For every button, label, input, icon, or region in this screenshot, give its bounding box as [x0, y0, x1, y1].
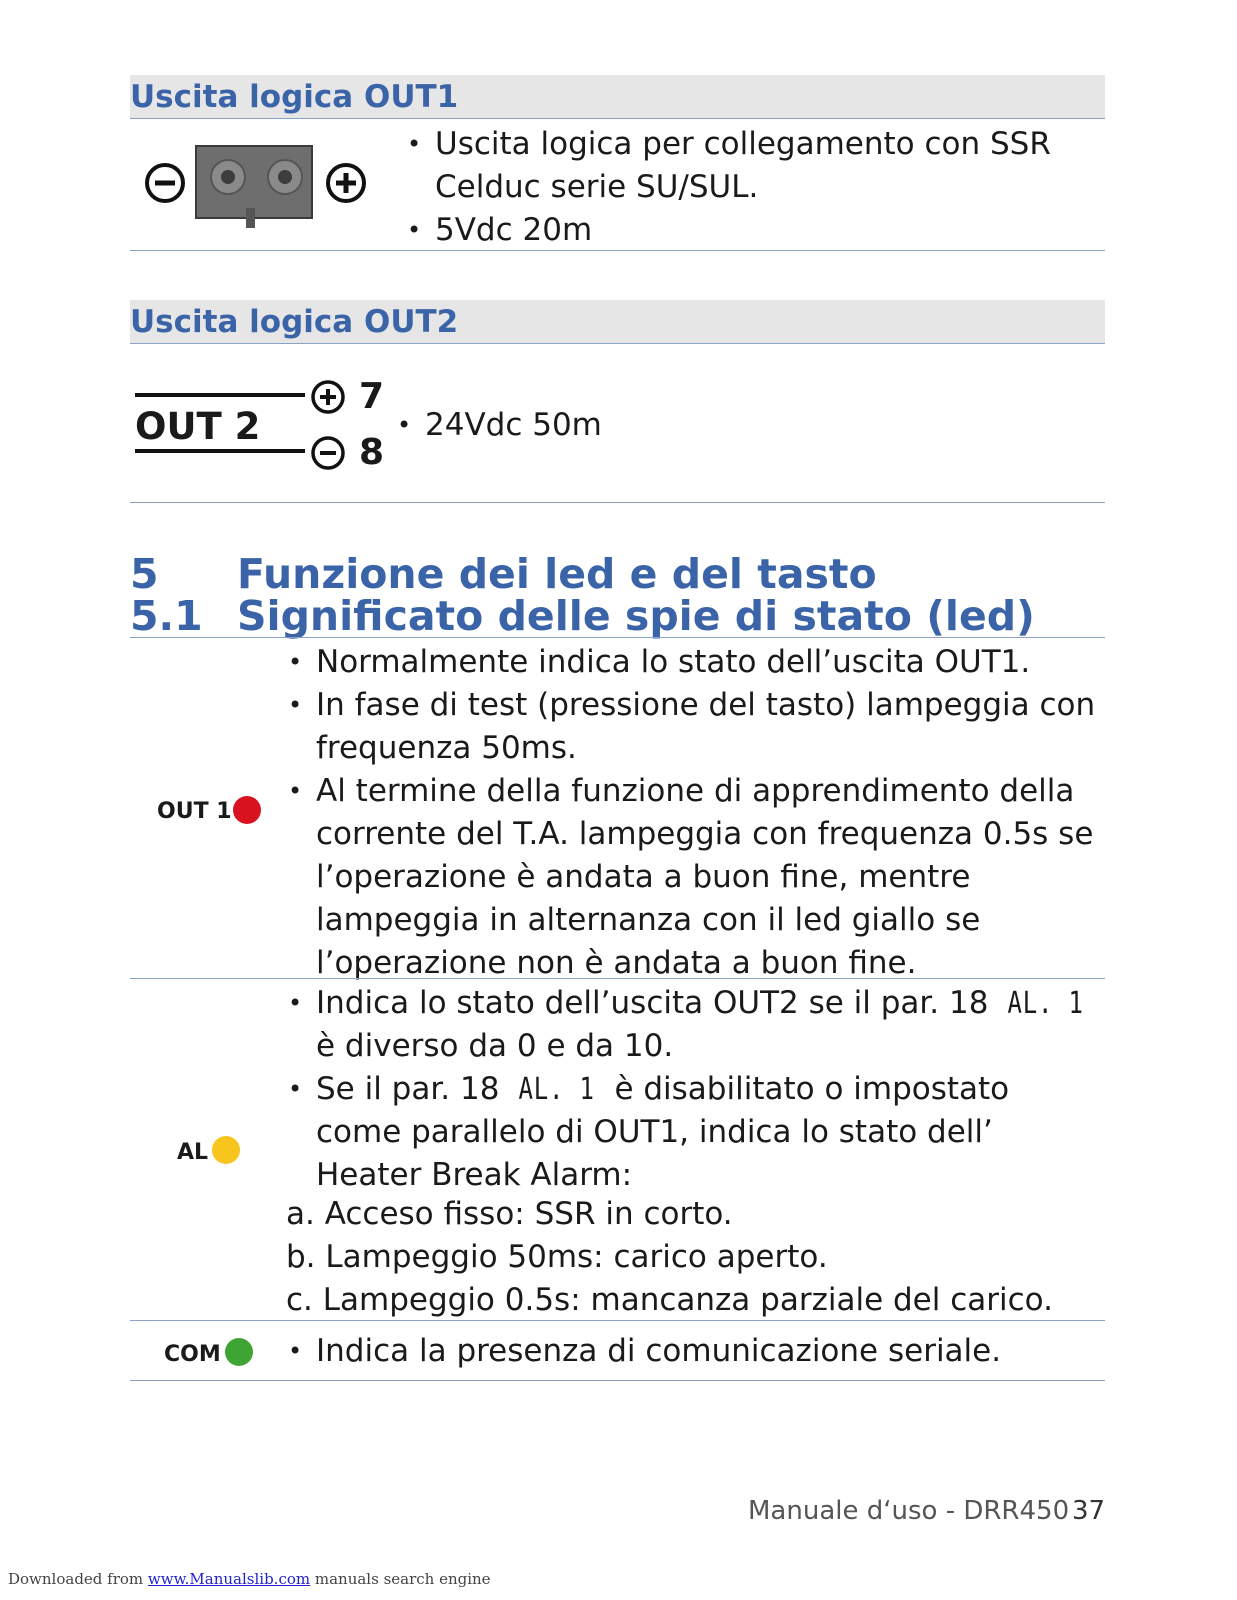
list-item: • Indica la presenza di comunicazione seriale.: [286, 1330, 1096, 1373]
display-code: AL. 1: [1007, 986, 1085, 1021]
out1-bullets: [405, 123, 1095, 252]
footer-manual: Manuale d‘uso - DRR450: [748, 1496, 1070, 1526]
led-green-icon: [225, 1338, 253, 1366]
minus-terminal-icon: [147, 165, 183, 201]
heading-number: 5: [130, 550, 159, 598]
section-title-out2: Uscita logica OUT2: [130, 304, 459, 340]
list-item: • Uscita logica per collegamento con SSR Celduc serie SU/SUL.: [405, 123, 1095, 209]
list-item: b. Lampeggio 50ms: carico aperto.: [286, 1239, 828, 1275]
divider: [130, 250, 1105, 251]
divider: [130, 1380, 1105, 1381]
connector-diagram-out1: [140, 140, 370, 230]
display-code: AL. 1: [518, 1072, 596, 1107]
list-item: • 24Vdc 50m: [395, 404, 995, 447]
terminal-number-plus: 7: [359, 376, 385, 417]
list-item: • Indica lo stato dell’uscita OUT2 se il par. 18 AL. 1 è diverso da 0 e da 10.: [286, 982, 1096, 1068]
divider: [130, 502, 1105, 503]
led-label-al: AL: [177, 1140, 209, 1165]
wire-bottom: [135, 449, 305, 453]
section-title-out1: Uscita logica OUT1: [130, 79, 459, 115]
out2-terminal-diagram: [135, 375, 395, 475]
led-label-com: COM: [164, 1342, 221, 1367]
led-red-icon: [233, 796, 261, 824]
subheading-number: 5.1: [130, 592, 203, 640]
led-label-out1: OUT 1: [157, 799, 232, 824]
list-item: • Se il par. 18 AL. 1 è disabilitato o impostato come parallelo di OUT1, indica lo stato dell’ Heater Break Alarm:: [286, 1068, 1096, 1197]
page-number: 37: [1072, 1496, 1106, 1526]
manualslib-link[interactable]: www.Manualslib.com: [147, 1570, 311, 1588]
al-led-bullets: [286, 982, 1096, 1197]
subheading-title: Significato delle spie di stato (led): [237, 592, 1035, 640]
terminal-number-minus: 8: [359, 432, 385, 473]
heading-title: Funzione dei led e del tasto: [237, 550, 877, 598]
terminal-block-icon: [196, 146, 312, 228]
plus-terminal-icon: [328, 165, 364, 201]
download-note: Downloaded from www.Manualslib.com manuals search engine: [8, 1570, 491, 1588]
list-item: a. Acceso fisso: SSR in corto.: [286, 1196, 733, 1232]
plus-terminal-icon: [313, 382, 343, 412]
led-yellow-icon: [212, 1136, 240, 1164]
wire-top: [135, 393, 305, 397]
list-item: • Al termine della funzione di apprendimento della corrente del T.A. lampeggia con frequenza 0.5s se l’operazione è andata a buon fine, mentre lampeggia in alternanza con il led giallo se l’operazione non è andata a buon fine.: [286, 770, 1096, 985]
divider: [130, 1320, 1105, 1321]
list-item: • 5Vdc 20m: [405, 209, 1095, 252]
list-item: c. Lampeggio 0.5s: mancanza parziale del carico.: [286, 1282, 1053, 1318]
out2-terminal-symbols: [308, 377, 348, 473]
com-led-bullets: [286, 1330, 1096, 1373]
minus-terminal-icon: [313, 438, 343, 468]
list-item: • Normalmente indica lo stato dell’uscita OUT1.: [286, 641, 1096, 684]
out2-label: OUT 2: [135, 405, 261, 448]
divider: [130, 978, 1105, 979]
out1-led-bullets: [286, 641, 1096, 985]
divider: [130, 637, 1105, 638]
out2-bullets: [395, 404, 995, 447]
al-led-subitems: [286, 1193, 1096, 1322]
list-item: • In fase di test (pressione del tasto) lampeggia con frequenza 50ms.: [286, 684, 1096, 770]
